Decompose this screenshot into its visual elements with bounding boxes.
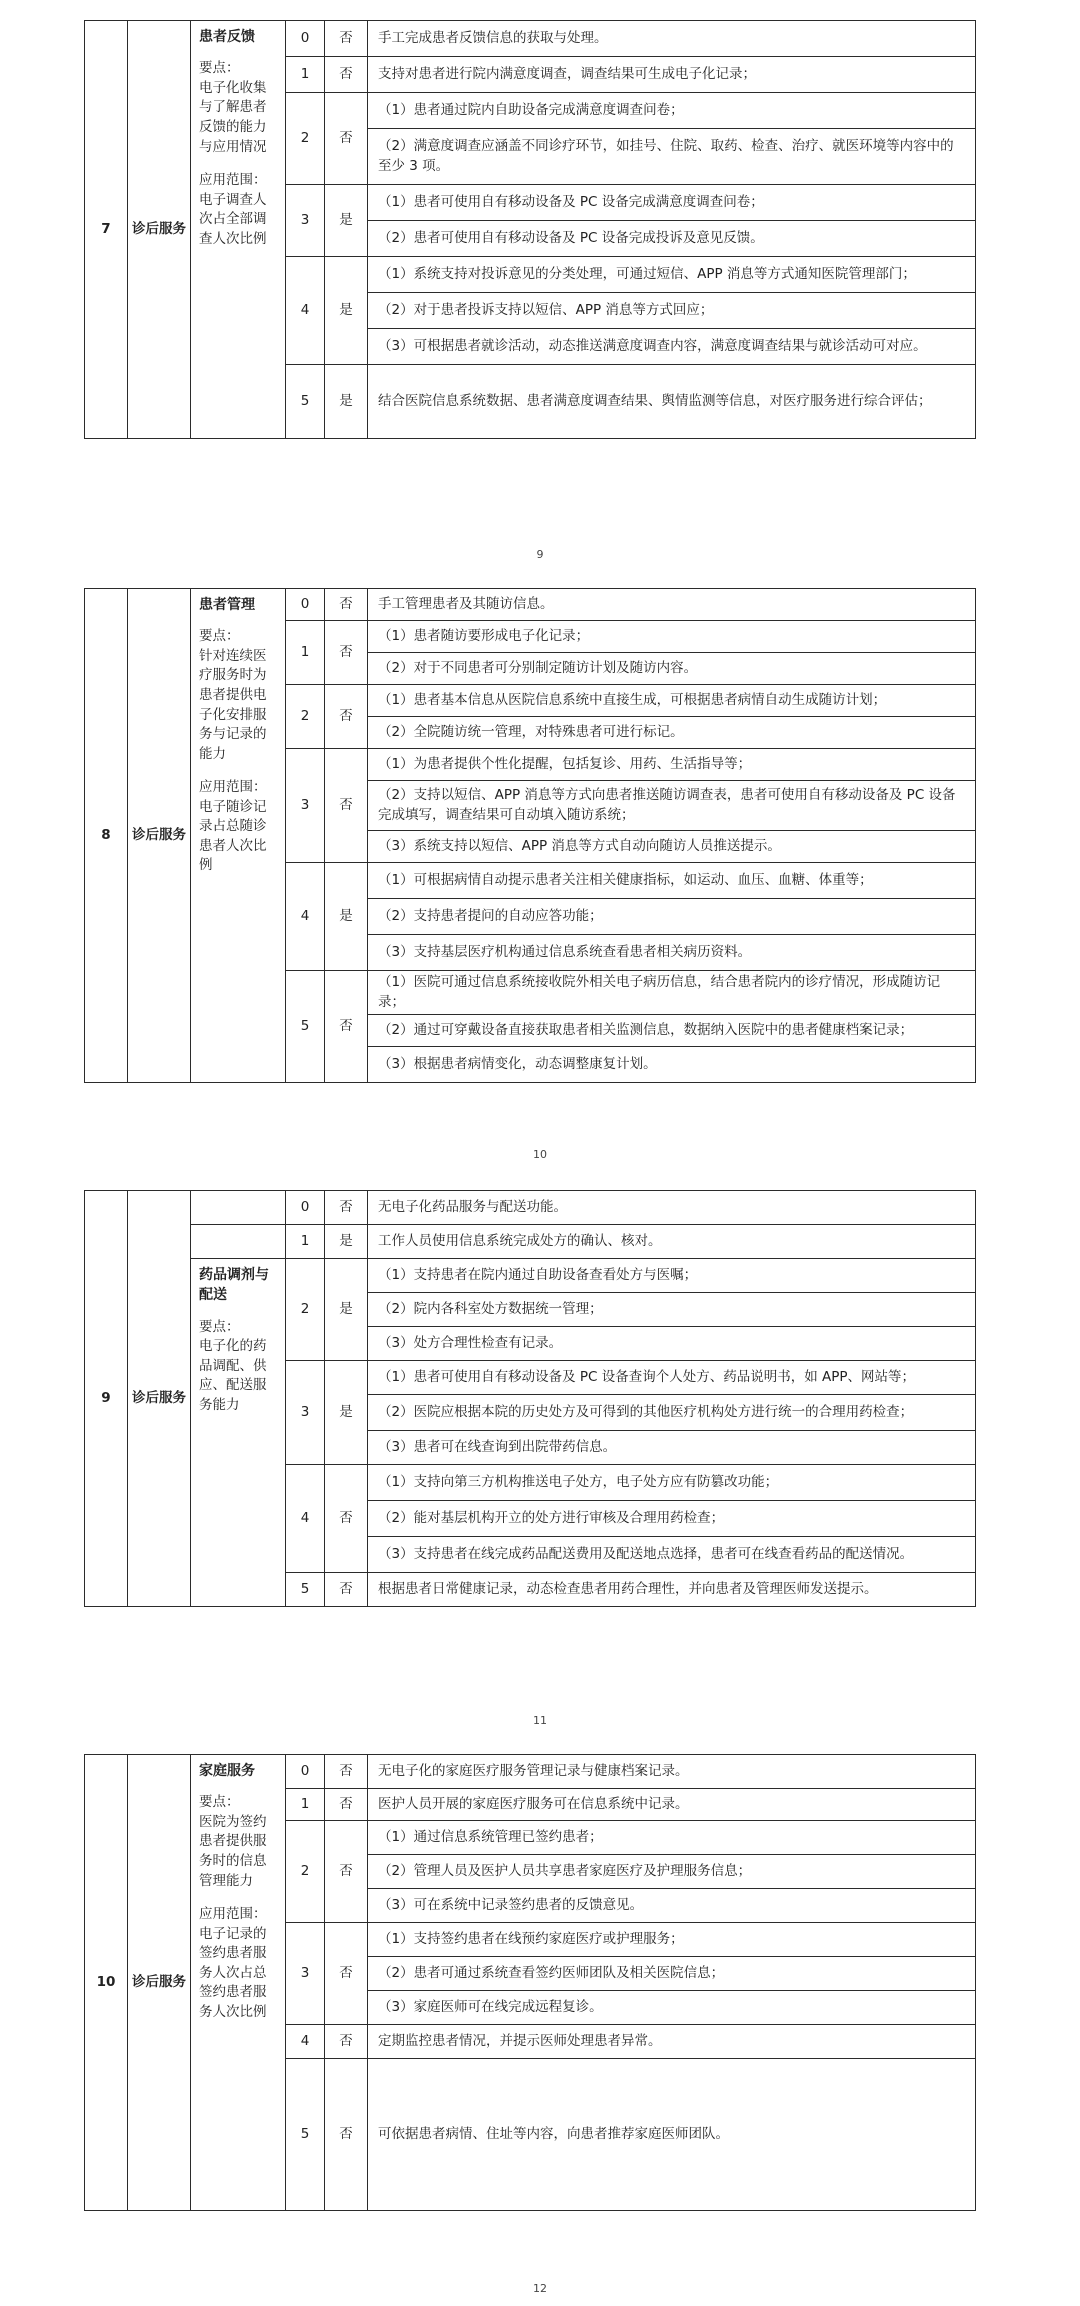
requirement-text: （2）对于患者投诉支持以短信、APP 消息等方式回应； — [368, 293, 976, 329]
section-9 — [84, 1190, 976, 1607]
requirement-text: （1）为患者提供个性化提醒，包括复诊、用药、生活指导等； — [368, 749, 976, 781]
level-cell: 5 — [286, 971, 325, 1083]
table-row — [85, 589, 976, 621]
requirement-text: 手工管理患者及其随访信息。 — [368, 589, 976, 621]
basic-requirement-flag: 否 — [325, 1923, 368, 2025]
requirement-text: 根据患者日常健康记录，动态检查患者用药合理性，并向患者及管理医师发送提示。 — [368, 1573, 976, 1607]
level-cell: 2 — [286, 1821, 325, 1923]
requirement-text: 无电子化药品服务与配送功能。 — [368, 1191, 976, 1225]
level-cell: 1 — [286, 621, 325, 685]
basic-requirement-flag: 是 — [325, 1361, 368, 1465]
level-cell: 3 — [286, 1923, 325, 2025]
requirement-text: （3）可根据患者就诊活动，动态推送满意度调查内容，满意度调查结果与就诊活动可对应。 — [368, 329, 976, 365]
requirement-text: （1）支持签约患者在线预约家庭医疗或护理服务； — [368, 1923, 976, 1957]
scope-label: 应用范围： — [199, 172, 267, 189]
scope-label: 应用范围： — [199, 779, 267, 796]
requirement-text: （2）患者可使用自有移动设备及 PC 设备完成投诉及意见反馈。 — [368, 221, 976, 257]
requirement-text: （3）支持患者在线完成药品配送费用及配送地点选择，患者可在线查看药品的配送情况。 — [368, 1537, 976, 1573]
requirement-text: （1）患者可使用自有移动设备及 PC 设备查询个人处方、药品说明书，如 APP、网站等； — [368, 1361, 976, 1395]
level-cell: 2 — [286, 1259, 325, 1361]
table-row — [85, 1191, 976, 1225]
points-label: 要点： — [199, 1794, 240, 1811]
requirement-text: （1）支持向第三方机构推送电子处方，电子处方应有防篡改功能； — [368, 1465, 976, 1501]
level-cell: 3 — [286, 185, 325, 257]
requirement-text: （3）处方合理性检查有记录。 — [368, 1327, 976, 1361]
criterion-description — [191, 1755, 286, 2211]
basic-requirement-flag: 否 — [325, 749, 368, 863]
spacer — [199, 1891, 277, 1905]
requirement-text: （2）对于不同患者可分别制定随访计划及随访内容。 — [368, 653, 976, 685]
requirement-text: （1）通过信息系统管理已签约患者； — [368, 1821, 976, 1855]
requirement-text: （2）医院应根据本院的历史处方及可得到的其他医疗机构处方进行统一的合理用药检查； — [368, 1395, 976, 1431]
scope-label: 应用范围： — [199, 1906, 267, 1923]
requirement-text: （2）满意度调查应涵盖不同诊疗环节，如挂号、住院、取药、检查、治疗、就医环境等内容中的至少 3 项。 — [368, 129, 976, 185]
basic-requirement-flag: 否 — [325, 589, 368, 621]
basic-requirement-flag: 否 — [325, 2059, 368, 2211]
evaluation-table — [84, 20, 976, 439]
requirement-text: （1）支持患者在院内通过自助设备查看处方与医嘱； — [368, 1259, 976, 1293]
category-cell: 诊后服务 — [128, 21, 191, 439]
level-cell: 3 — [286, 749, 325, 863]
table-row — [85, 21, 976, 57]
basic-requirement-flag: 否 — [325, 1573, 368, 1607]
level-cell: 5 — [286, 1573, 325, 1607]
basic-requirement-flag: 否 — [325, 621, 368, 685]
level-cell: 2 — [286, 93, 325, 185]
table-row — [85, 1259, 976, 1293]
basic-requirement-flag: 否 — [325, 2025, 368, 2059]
requirement-text: 工作人员使用信息系统完成处方的确认、核对。 — [368, 1225, 976, 1259]
basic-requirement-flag: 否 — [325, 971, 368, 1083]
requirement-text: （1）患者基本信息从医院信息系统中直接生成，可根据患者病情自动生成随访计划； — [368, 685, 976, 717]
scope-text: 电子随诊记录占总随诊患者人次比例 — [199, 798, 267, 874]
criterion-title: 药品调剂与配送 — [199, 1267, 269, 1304]
level-cell: 0 — [286, 589, 325, 621]
scope-text: 电子记录的签约患者服务人次占总签约患者服务人次比例 — [199, 1925, 267, 2020]
basic-requirement-flag: 否 — [325, 1465, 368, 1573]
requirement-text: 可依据患者病情、住址等内容，向患者推荐家庭医师团队。 — [368, 2059, 976, 2211]
table-row — [85, 1755, 976, 1789]
requirement-text: （3）可在系统中记录签约患者的反馈意见。 — [368, 1889, 976, 1923]
requirement-text: 无电子化的家庭医疗服务管理记录与健康档案记录。 — [368, 1755, 976, 1789]
requirement-text: （2）通过可穿戴设备直接获取患者相关监测信息，数据纳入医院中的患者健康档案记录； — [368, 1015, 976, 1047]
level-cell: 5 — [286, 365, 325, 439]
level-cell: 0 — [286, 1191, 325, 1225]
points-text: 电子化的药品调配、供应、配送服务能力 — [199, 1338, 267, 1413]
category-cell: 诊后服务 — [128, 589, 191, 1083]
basic-requirement-flag: 是 — [325, 185, 368, 257]
basic-requirement-flag: 是 — [325, 1225, 368, 1259]
points-text: 针对连续医疗服务时为患者提供电子化安排服务与记录的能力 — [199, 647, 267, 762]
requirement-text: （1）患者可使用自有移动设备及 PC 设备完成满意度调查问卷； — [368, 185, 976, 221]
level-cell: 0 — [286, 21, 325, 57]
basic-requirement-flag: 是 — [325, 365, 368, 439]
points-label: 要点： — [199, 1318, 240, 1335]
requirement-text: （2）患者可通过系统查看签约医师团队及相关医院信息； — [368, 1957, 976, 1991]
level-cell: 4 — [286, 1465, 325, 1573]
basic-requirement-flag: 否 — [325, 1191, 368, 1225]
basic-requirement-flag: 是 — [325, 257, 368, 365]
requirement-text: 手工完成患者反馈信息的获取与处理。 — [368, 21, 976, 57]
criterion-description — [191, 1259, 286, 1607]
points-label: 要点： — [199, 60, 240, 77]
basic-requirement-flag: 否 — [325, 1755, 368, 1789]
page-number: 10 — [533, 1148, 547, 1161]
requirement-text: 支持对患者进行院内满意度调查，调查结果可生成电子化记录； — [368, 57, 976, 93]
requirement-text: （1）患者随访要形成电子化记录； — [368, 621, 976, 653]
criterion-description — [191, 21, 286, 439]
item-number: 10 — [85, 1755, 128, 2211]
evaluation-table — [84, 1190, 976, 1607]
criterion-description — [191, 589, 286, 1083]
level-cell: 4 — [286, 2025, 325, 2059]
requirement-text: （2）全院随访统一管理，对特殊患者可进行标记。 — [368, 717, 976, 749]
level-cell: 4 — [286, 257, 325, 365]
level-cell: 3 — [286, 1361, 325, 1465]
category-cell: 诊后服务 — [128, 1191, 191, 1607]
item-number: 9 — [85, 1191, 128, 1607]
requirement-text: （2）支持以短信、APP 消息等方式向患者推送随访调查表，患者可使用自有移动设备及 PC 设备完成填写，调查结果可自动填入随访系统； — [368, 781, 976, 831]
requirement-text: （2）能对基层机构开立的处方进行审核及合理用药检查； — [368, 1501, 976, 1537]
basic-requirement-flag: 否 — [325, 93, 368, 185]
page-number: 12 — [533, 2282, 547, 2295]
points-text: 医院为签约患者提供服务时的信息管理能力 — [199, 1813, 267, 1889]
spacer — [199, 764, 277, 778]
evaluation-table — [84, 588, 976, 1083]
requirement-text: 医护人员开展的家庭医疗服务可在信息系统中记录。 — [368, 1789, 976, 1821]
criterion-title: 患者管理 — [199, 597, 255, 613]
requirement-text: （3）系统支持以短信、APP 消息等方式自动向随访人员推送提示。 — [368, 831, 976, 863]
level-cell: 4 — [286, 863, 325, 971]
page-number: 11 — [533, 1714, 547, 1727]
requirement-text: 结合医院信息系统数据、患者满意度调查结果、舆情监测等信息，对医疗服务进行综合评估； — [368, 365, 976, 439]
level-cell: 5 — [286, 2059, 325, 2211]
requirement-text: （2）院内各科室处方数据统一管理； — [368, 1293, 976, 1327]
page-number: 9 — [536, 548, 544, 561]
section-10 — [84, 1754, 976, 2211]
basic-requirement-flag: 是 — [325, 863, 368, 971]
basic-requirement-flag: 否 — [325, 57, 368, 93]
section-8 — [84, 588, 976, 1083]
evaluation-table — [84, 1754, 976, 2211]
requirement-text: （3）支持基层医疗机构通过信息系统查看患者相关病历资料。 — [368, 935, 976, 971]
requirement-text: （2）管理人员及医护人员共享患者家庭医疗及护理服务信息； — [368, 1855, 976, 1889]
scope-text: 电子调查人次占全部调查人次比例 — [199, 191, 267, 247]
points-text: 电子化收集与了解患者反馈的能力与应用情况 — [199, 79, 267, 155]
requirement-text: （1）医院可通过信息系统接收院外相关电子病历信息，结合患者院内的诊疗情况，形成随访记录； — [368, 971, 976, 1015]
requirement-text: 定期监控患者情况，并提示医师处理患者异常。 — [368, 2025, 976, 2059]
basic-requirement-flag: 否 — [325, 685, 368, 749]
requirement-text: （3）家庭医师可在线完成远程复诊。 — [368, 1991, 976, 2025]
requirement-text: （1）系统支持对投诉意见的分类处理，可通过短信、APP 消息等方式通知医院管理部门； — [368, 257, 976, 293]
basic-requirement-flag: 是 — [325, 1259, 368, 1361]
basic-requirement-flag: 否 — [325, 1821, 368, 1923]
requirement-text: （3）患者可在线查询到出院带药信息。 — [368, 1431, 976, 1465]
requirement-text: （1）患者通过院内自助设备完成满意度调查问卷； — [368, 93, 976, 129]
criterion-title: 家庭服务 — [199, 1763, 255, 1779]
item-number: 7 — [85, 21, 128, 439]
basic-requirement-flag: 否 — [325, 1789, 368, 1821]
criterion-description-blank — [191, 1191, 286, 1225]
item-number: 8 — [85, 589, 128, 1083]
level-cell: 0 — [286, 1755, 325, 1789]
level-cell: 1 — [286, 1225, 325, 1259]
spacer — [199, 157, 277, 171]
criterion-title: 患者反馈 — [199, 29, 255, 45]
level-cell: 1 — [286, 1789, 325, 1821]
basic-requirement-flag: 否 — [325, 21, 368, 57]
criterion-description-blank — [191, 1225, 286, 1259]
category-cell: 诊后服务 — [128, 1755, 191, 2211]
requirement-text: （3）根据患者病情变化，动态调整康复计划。 — [368, 1047, 976, 1083]
requirement-text: （1）可根据病情自动提示患者关注相关健康指标，如运动、血压、血糖、体重等； — [368, 863, 976, 899]
requirement-text: （2）支持患者提问的自动应答功能； — [368, 899, 976, 935]
level-cell: 2 — [286, 685, 325, 749]
level-cell: 1 — [286, 57, 325, 93]
points-label: 要点： — [199, 628, 240, 645]
table-row — [85, 1225, 976, 1259]
section-7 — [84, 20, 976, 439]
